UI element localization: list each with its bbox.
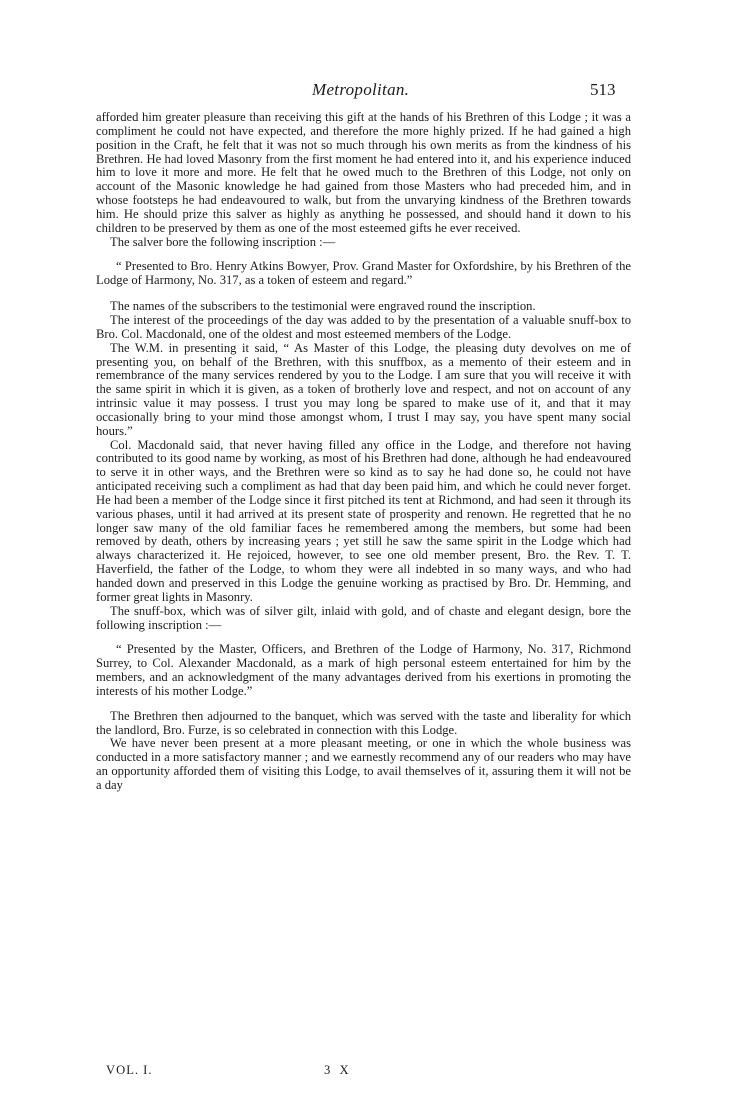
page-number: 513 bbox=[590, 80, 616, 99]
paragraph-salver-intro: The salver bore the following inscription :— bbox=[110, 234, 336, 249]
paragraph-subscribers: The names of the subscribers to the testimonial were engraved round the inscription. bbox=[110, 299, 536, 314]
paragraph-closing: We have never been present at a more pleasant meeting, or one in which the whole business was conducted in a more satisfactory manner ; and we earnestly recommend any of our readers who may have an opportunity afforded them of visiting this Lodge, to avail themselves of it, assuring them it will not be a day bbox=[96, 736, 631, 792]
salver-inscription: “ Presented to Bro. Henry Atkins Bowyer, Prov. Grand Master for Oxfordshire, by his Brethren of the Lodge of Harmony, No. 317, as a token of esteem and regard.” bbox=[96, 259, 631, 288]
running-title: Metropolitan. bbox=[312, 80, 410, 99]
snuffbox-inscription: “ Presented by the Master, Officers, and Brethren of the Lodge of Harmony, No. 317, Richmond Surrey, to Col. Alexander Macdonald, as a mark of high personal esteem entertained for him by the members, and an acknowledgment of the many advantages derived from his exertions in promoting the interests of his mother Lodge.” bbox=[96, 642, 631, 698]
signature-mark: 3 X bbox=[324, 1063, 352, 1077]
volume-label: VOL. I. bbox=[106, 1063, 153, 1077]
paragraph-banquet: The Brethren then adjourned to the banquet, which was served with the taste and liberality for which the landlord, Bro. Furze, is so celebrated in connection with this Lodge. bbox=[96, 708, 631, 737]
paragraph-macdonald-reply: Col. Macdonald said, that never having filled any office in the Lodge, and therefore not having contributed to its good name by working, as most of his Brethren had done, although he had endeavoured to serve it in other ways, and the Brethren were so kind as to say he had done so, he could not have anticipated receiving such a compliment as had that day been paid him, and which he could never forget. He had been a member of the Lodge since it first pitched its tent at Richmond, and had seen it through its various phases, until it had arrived at its present state of prosperity and renown. He regretted that he no longer saw many of the old familiar faces he remembered among the members, but some had been removed by death, others by increasing years ; yet still he saw the same spirit in the Lodge which had always characterized it. He rejoiced, however, to see one old member present, Bro. the Rev. T. T. Haverfield, the father of the Lodge, to whom they were all indebted in so many ways, and who had handed down and preserved in this Lodge the genuine working as practised by Bro. Dr. Hemming, and former great lights in Masonry. bbox=[96, 437, 631, 604]
paragraph-continued: afforded him greater pleasure than receiving this gift at the hands of his Brethren of this Lodge ; it was a compliment he could not have expected, and therefore the more highly prized. If he had gained a high position in the Craft, he felt that it was not so much through his own merits as from the kindness of his Brethren. He had loved Masonry from the first moment he had entered into it, and his experience induced him to love it more and more. He felt that he owed much to the Brethren of this Lodge, not only on account of the Masonic knowledge he had gained from those Masters who had preceded him, and in whose footsteps he had endeavoured to walk, but from the unvarying kindness of the Brethren towards him. He should prize this salver as highly as anything he possessed, and should hand it down to his children to be preserved by them as one of the most esteemed gifts he ever received. bbox=[96, 110, 631, 235]
page-header bbox=[0, 80, 731, 104]
paragraph-wm-speech: The W.M. in presenting it said, “ As Master of this Lodge, the pleasing duty devolves on me of presenting you, on behalf of the Brethren, with this snuffbox, as a memento of their esteem and in remembrance of the many services rendered by you to the Lodge. I am sure that you will receive it with the same spirit in which it is given, as a token of brotherly love and respect, and not on account of any intrinsic value it may possess. I trust you may long be spared to make use of it, and that it may occasionally bring to your mind those amongst whom, I trust I may say, you have spent many social hours.” bbox=[96, 340, 631, 438]
page-footer bbox=[0, 1063, 731, 1081]
paragraph-snuffbox-presentation: The interest of the proceedings of the day was added to by the presentation of a valuable snuff-box to Bro. Col. Macdonald, one of the oldest and most esteemed members of the Lodge. bbox=[96, 312, 631, 341]
paragraph-snuffbox-description: The snuff-box, which was of silver gilt, inlaid with gold, and of chaste and elegant design, bore the following inscription :— bbox=[96, 603, 631, 632]
page-body bbox=[96, 111, 631, 793]
